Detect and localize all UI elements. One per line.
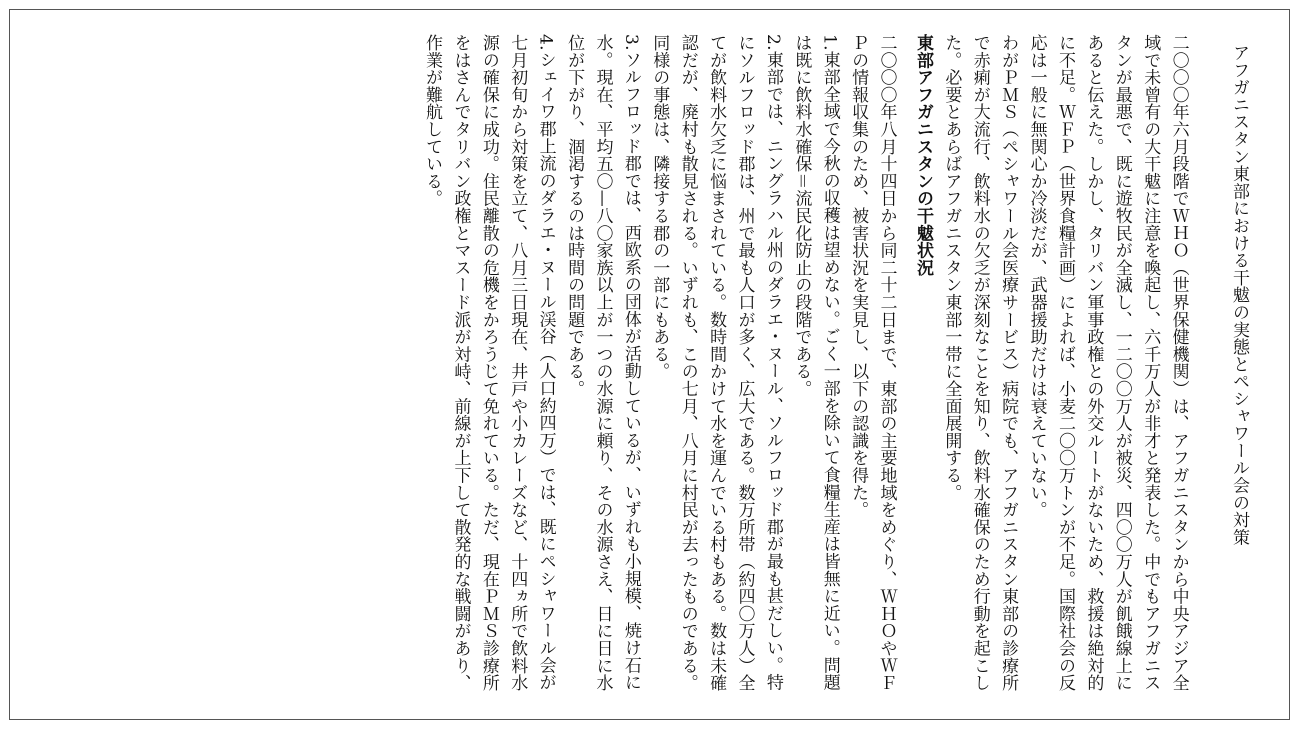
vertical-text-body <box>418 34 1253 694</box>
list-item-note: 同様の事態は、隣接する郡の一部にもある。 <box>649 34 670 380</box>
document-page <box>9 9 1290 720</box>
list-item-text: 東部全域で今秋の収穫は望めない。ごく一部を除いて食糧生産は皆無に近い。問題は既に飲料水確保＝流民化防止の段階である。 <box>791 34 840 691</box>
list-item <box>787 34 844 694</box>
list-item <box>673 34 787 694</box>
list-item-number: 4. <box>535 34 556 51</box>
section-lead-paragraph: 二〇〇〇年八月十四日から同二十二日まで、東部の主要地域をめぐり、ＷＨＯやＷＦＰの情報収集のため、被害状況を実見し、以下の認識を得た。 <box>848 34 897 692</box>
list-item-number: 2. <box>762 34 783 51</box>
section-heading: 東部アフガニスタンの干魃状況 <box>912 34 933 277</box>
list-item-text: 東部では、ニングラハル州のダラエ・ヌール、ソルフロッド郡が最も甚だしい。特にソルフロッド郡は、州で最も人口が多く、広大である。数万所帯（約四〇万人）全てが飲料水欠乏に悩まされている。数時間かけて水を運んでいる村もある。数は未確認だが、廃村も散見される。いずれも、この七月、八月に村民が去ったものである。 <box>677 34 783 692</box>
list-item <box>418 34 560 694</box>
list-item <box>560 34 645 694</box>
list-item-text: ソルフロッド郡では、西欧系の団体が活動しているが、いずれも小規模、焼け石に水。現在、平均五〇—八〇家族以上が一つの水源に頼り、その水源さえ、日に日に水位が下がり、涸渇するのは時間の問題である。 <box>564 34 641 692</box>
list-item-number: 1. <box>819 34 840 51</box>
list-item-number: 3. <box>620 34 641 51</box>
list-item-text: シェイワ郡上流のダラエ・ヌール渓谷（人口約四万）では、既にペシャワール会が七月初旬から対策を立て、八月三日現在、井戸や小カレーズなど、十四ヵ所で飲料水源の確保に成功。住民離散の危機をかろうじて免れている。ただ、現在ＰＭＳ診療所をはさんでタリバン政権とマスード派が対峙、前線が上下して散発的な戦闘があり、作業が難航している。 <box>422 34 556 692</box>
intro-paragraph-2: わがＰＭＳ（ペシャワール会医療サービス）病院でも、アフガニスタン東部の診療所で赤痢が大流行、飲料水の欠乏が深刻なことを知り、飲料水確保のため行動を起こした。必要とあらばアフガニスタン東部一帯に全面展開する。 <box>941 34 1019 692</box>
intro-paragraph-1: 二〇〇〇年六月段階でＷＨＯ（世界保健機関）は、アフガニスタンから中央アジア全域で未曾有の大干魃に注意を喚起し、六千万人が非才と発表した。中でもアフガニスタンが最悪で、既に遊牧民が全滅し、一二〇〇万人が被災、四〇〇万人が飢餓線上にあると伝えた。しかし、タリバン軍事政権との外交ルートがないため、救援は絶対的に不足。ＷＦＰ（世界食糧計画）によれば、小麦二〇〇万トンが不足。国際社会の反応は一般に無関心か冷淡だが、武器援助だけは衰えていない。 <box>1026 34 1189 692</box>
document-title: アフガニスタン東部における干魃の実態とペシャワール会の対策 <box>1229 44 1249 546</box>
